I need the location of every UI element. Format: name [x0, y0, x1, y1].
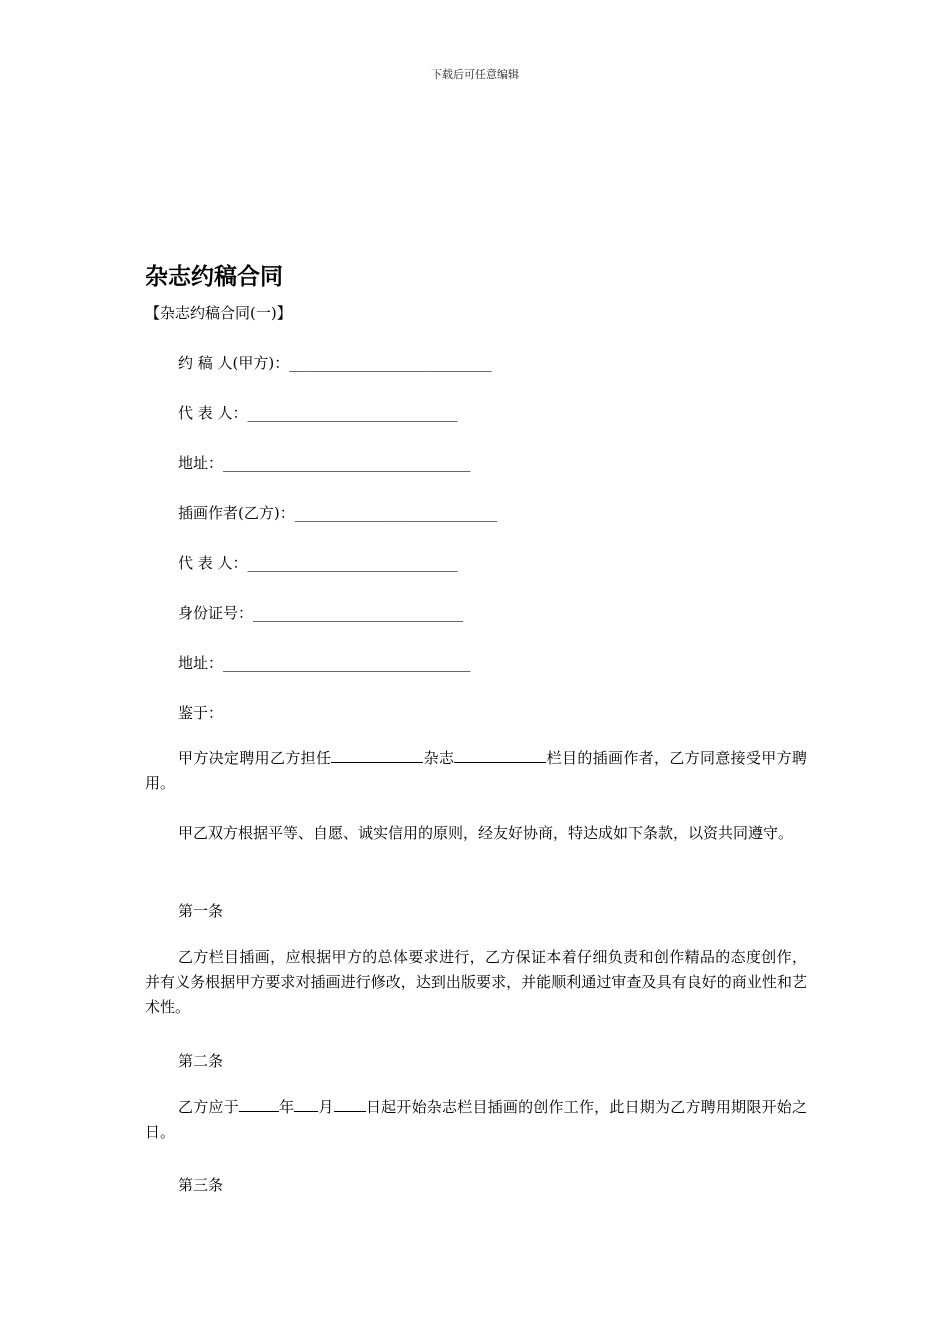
document-title: 杂志约稿合同 — [145, 264, 283, 290]
article-1-heading: 第一条 — [178, 902, 224, 920]
field-id-number: 身份证号：____________________________ — [178, 604, 464, 622]
paragraph-article-1: 乙方栏目插画，应根据甲方的总体要求进行，乙方保证本着仔细负责和创作精品的态度创作，并有义务根据甲方要求对插画进行修改，达到出版要求，并能顺利通过审查及具有良好的商业性和艺术性。 — [145, 948, 807, 1016]
field-address-a: 地址：_________________________________ — [178, 454, 471, 472]
field-party-a: 约 稿 人(甲方)：___________________________ — [178, 354, 492, 372]
field-representative-b: 代 表 人：____________________________ — [178, 554, 458, 572]
paragraph-article-2: 乙方应于 年 月 日起开始杂志栏目插画的创作工作，此日期为乙方聘用期限开始之日。 — [145, 1098, 807, 1141]
field-representative-a: 代 表 人：____________________________ — [178, 404, 458, 422]
header-note: 下载后可任意编辑 — [431, 68, 519, 81]
whereas-label: 鉴于： — [178, 704, 224, 722]
document-subtitle: 【杂志约稿合同(一)】 — [145, 304, 292, 322]
field-party-b: 插画作者(乙方)：___________________________ — [178, 504, 498, 522]
article-3-heading: 第三条 — [178, 1176, 224, 1194]
paragraph-principles: 甲乙双方根据平等、自愿、诚实信用的原则，经友好协商，特达成如下条款，以资共同遵守。 — [178, 824, 794, 842]
article-2-heading: 第二条 — [178, 1052, 224, 1070]
field-address-b: 地址：_________________________________ — [178, 654, 471, 672]
paragraph-appointment: 甲方决定聘用乙方担任 杂志 栏目的插画作者，乙方同意接受甲方聘用。 — [145, 749, 807, 792]
